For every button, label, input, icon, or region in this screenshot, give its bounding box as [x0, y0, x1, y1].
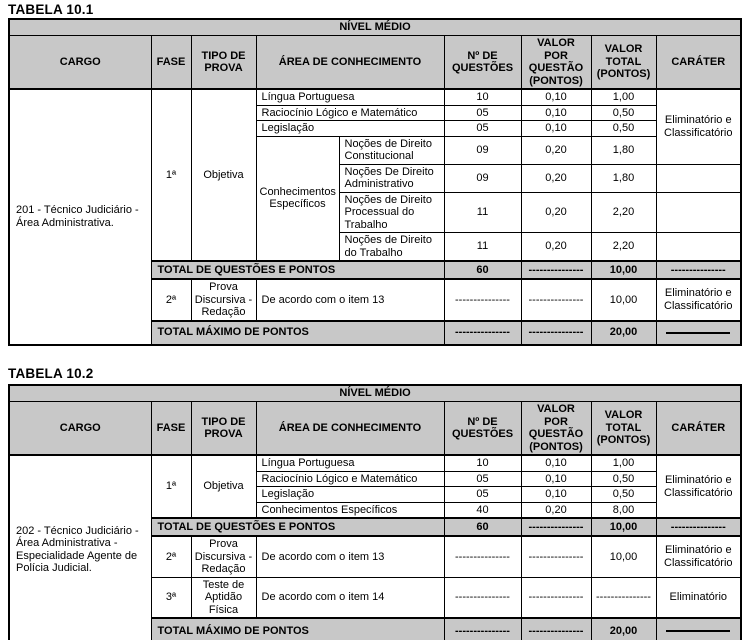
vt-cell: 10,00	[591, 536, 656, 577]
vpq-cell: ---------------	[521, 279, 591, 321]
tipo-prova-cell: Prova Discursiva - Redação	[191, 536, 256, 577]
cargo-cell: 201 - Técnico Judiciário - Área Administrativa.	[9, 89, 151, 345]
carater-cell: Eliminatório	[656, 577, 741, 618]
carater-empty-cell	[656, 192, 741, 233]
area-cell: Raciocínio Lógico e Matemático	[256, 105, 444, 121]
tipo-prova-cell: Objetiva	[191, 455, 256, 518]
vpq-cell: 0,20	[521, 233, 591, 262]
nq-cell: 09	[444, 136, 521, 164]
vt-cell: 1,80	[591, 136, 656, 164]
vt-cell: 2,20	[591, 233, 656, 262]
table-row	[9, 402, 741, 456]
area-cell: Legislação	[256, 121, 444, 137]
vpq-cell: 0,10	[521, 471, 591, 487]
area-sub-cell: Noções de Direito Processual do Trabalho	[339, 192, 444, 233]
header-cargo: CARGO	[9, 402, 151, 456]
tipo-prova-cell: Objetiva	[191, 89, 256, 261]
area-group-cell: Conhecimentos Específicos	[256, 136, 339, 261]
nq-cell: 05	[444, 105, 521, 121]
vt-cell: 10,00	[591, 279, 656, 321]
header-fase: FASE	[151, 402, 191, 456]
header-num-questoes: Nº DE QUESTÕES	[444, 402, 521, 456]
vpq-cell: 0,10	[521, 487, 591, 503]
vt-cell: 0,50	[591, 487, 656, 503]
nivel-medio-band: NÍVEL MÉDIO	[9, 385, 741, 402]
cargo-cell: 202 - Técnico Judiciário - Área Administrativa - Especialidade Agente de Polícia Judicial.	[9, 455, 151, 640]
table1	[8, 18, 742, 346]
nq-cell: ---------------	[444, 536, 521, 577]
vpq-cell: 0,20	[521, 164, 591, 192]
header-valor-por-questao: VALOR POR QUESTÃO (PONTOS)	[521, 402, 591, 456]
vt-cell: 20,00	[591, 321, 656, 345]
vt-cell: 0,50	[591, 121, 656, 137]
nq-cell: ---------------	[444, 577, 521, 618]
nq-cell: 05	[444, 121, 521, 137]
area-cell: Língua Portuguesa	[256, 89, 444, 105]
table-row	[9, 385, 741, 402]
vt-cell: 10,00	[591, 518, 656, 536]
area-cell: Conhecimentos Específicos	[256, 502, 444, 518]
carater-cell	[656, 321, 741, 345]
nq-cell: 11	[444, 192, 521, 233]
carater-cell: ---------------	[656, 518, 741, 536]
carater-empty-cell	[656, 164, 741, 192]
vpq-cell: 0,10	[521, 455, 591, 471]
carater-empty-cell	[656, 233, 741, 262]
area-cell: Raciocínio Lógico e Matemático	[256, 471, 444, 487]
fase-cell: 2ª	[151, 279, 191, 321]
vt-cell: 1,00	[591, 89, 656, 105]
carater-cell: Eliminatório e Classificatório	[656, 455, 741, 518]
carater-cell: Eliminatório e Classificatório	[656, 89, 741, 164]
nq-cell: 60	[444, 261, 521, 279]
vt-cell: 1,80	[591, 164, 656, 192]
fase-cell: 2ª	[151, 536, 191, 577]
tipo-prova-cell: Teste de Aptidão Física	[191, 577, 256, 618]
carater-cell: Eliminatório e Classificatório	[656, 279, 741, 321]
vpq-cell: 0,20	[521, 502, 591, 518]
header-carater: CARÁTER	[656, 402, 741, 456]
header-tipo-prova: TIPO DE PROVA	[191, 36, 256, 90]
vpq-cell: ---------------	[521, 518, 591, 536]
area-cell: De acordo com o item 14	[256, 577, 444, 618]
vpq-cell: 0,10	[521, 89, 591, 105]
vpq-cell: ---------------	[521, 618, 591, 640]
vpq-cell: 0,10	[521, 121, 591, 137]
area-cell: De acordo com o item 13	[256, 279, 444, 321]
header-carater: CARÁTER	[656, 36, 741, 90]
total-questions-label: TOTAL DE QUESTÕES E PONTOS	[151, 518, 444, 536]
vt-cell: ---------------	[591, 577, 656, 618]
nq-cell: 05	[444, 471, 521, 487]
fase-cell: 1ª	[151, 89, 191, 261]
header-num-questoes: Nº DE QUESTÕES	[444, 36, 521, 90]
area-cell: Língua Portuguesa	[256, 455, 444, 471]
vt-cell: 0,50	[591, 471, 656, 487]
table2-title: TABELA 10.2	[8, 366, 94, 381]
nq-cell: ---------------	[444, 321, 521, 345]
table1-title: TABELA 10.1	[8, 2, 94, 17]
header-valor-total: VALOR TOTAL (PONTOS)	[591, 36, 656, 90]
solid-line	[666, 332, 730, 334]
vpq-cell: ---------------	[521, 577, 591, 618]
vpq-cell: 0,20	[521, 136, 591, 164]
header-valor-total: VALOR TOTAL (PONTOS)	[591, 402, 656, 456]
nq-cell: 10	[444, 89, 521, 105]
nq-cell: 60	[444, 518, 521, 536]
vt-cell: 1,00	[591, 455, 656, 471]
vt-cell: 2,20	[591, 192, 656, 233]
carater-cell: ---------------	[656, 261, 741, 279]
total-questions-label: TOTAL DE QUESTÕES E PONTOS	[151, 261, 444, 279]
vt-cell: 20,00	[591, 618, 656, 640]
area-cell: Legislação	[256, 487, 444, 503]
nq-cell: 11	[444, 233, 521, 262]
table-row	[9, 36, 741, 90]
table-row	[9, 455, 741, 471]
vpq-cell: ---------------	[521, 536, 591, 577]
vpq-cell: ---------------	[521, 321, 591, 345]
total-max-label: TOTAL MÁXIMO DE PONTOS	[151, 618, 444, 640]
nq-cell: 40	[444, 502, 521, 518]
area-sub-cell: Noções de Direito Constitucional	[339, 136, 444, 164]
header-tipo-prova: TIPO DE PROVA	[191, 402, 256, 456]
area-cell: De acordo com o item 13	[256, 536, 444, 577]
nq-cell: ---------------	[444, 279, 521, 321]
total-max-label: TOTAL MÁXIMO DE PONTOS	[151, 321, 444, 345]
table2	[8, 384, 742, 640]
fase-cell: 3ª	[151, 577, 191, 618]
header-area-conhecimento: ÁREA DE CONHECIMENTO	[256, 36, 444, 90]
nq-cell: ---------------	[444, 618, 521, 640]
solid-line	[666, 630, 730, 632]
fase-cell: 1ª	[151, 455, 191, 518]
nq-cell: 05	[444, 487, 521, 503]
carater-cell	[656, 618, 741, 640]
area-sub-cell: Noções De Direito Administrativo	[339, 164, 444, 192]
header-area-conhecimento: ÁREA DE CONHECIMENTO	[256, 402, 444, 456]
vpq-cell: ---------------	[521, 261, 591, 279]
header-cargo: CARGO	[9, 36, 151, 90]
vt-cell: 10,00	[591, 261, 656, 279]
header-fase: FASE	[151, 36, 191, 90]
vt-cell: 0,50	[591, 105, 656, 121]
nq-cell: 09	[444, 164, 521, 192]
header-valor-por-questao: VALOR POR QUESTÃO (PONTOS)	[521, 36, 591, 90]
table-row	[9, 89, 741, 105]
nivel-medio-band: NÍVEL MÉDIO	[9, 19, 741, 36]
carater-cell: Eliminatório e Classificatório	[656, 536, 741, 577]
table-row	[9, 19, 741, 36]
vpq-cell: 0,20	[521, 192, 591, 233]
vpq-cell: 0,10	[521, 105, 591, 121]
tipo-prova-cell: Prova Discursiva - Redação	[191, 279, 256, 321]
nq-cell: 10	[444, 455, 521, 471]
area-sub-cell: Noções de Direito do Trabalho	[339, 233, 444, 262]
vt-cell: 8,00	[591, 502, 656, 518]
